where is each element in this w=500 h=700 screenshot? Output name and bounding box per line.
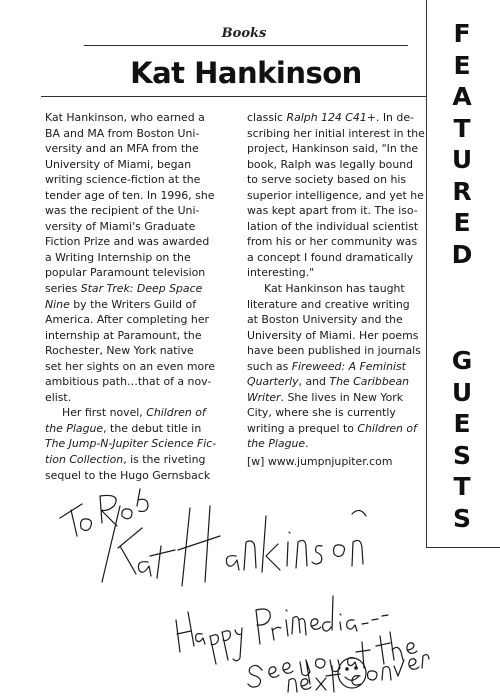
sidebar-letter: R (452, 176, 472, 206)
body-text: book, Ralph was legally bound (247, 157, 414, 171)
italic-title-text: Children of (146, 406, 206, 420)
sidebar-letter: G (451, 346, 473, 375)
body-text: such as (247, 359, 292, 373)
section-label: Books (221, 26, 267, 41)
article-line (45, 421, 235, 437)
body-text: set her sights on an even more (45, 359, 216, 373)
title-divider (41, 96, 427, 97)
article-line (45, 188, 235, 204)
italic-title-text: the Plague (247, 437, 306, 451)
body-text: sequel to the Hugo Gernsback (45, 468, 211, 482)
body-text: lation of the individual scientist (247, 219, 419, 233)
article-line (247, 374, 427, 390)
sidebar-word-guests (430, 345, 494, 534)
body-text: Kat Hankinson has taught (264, 282, 405, 296)
article-line (247, 265, 427, 281)
body-text: versity and an MFA from the (45, 142, 199, 156)
sidebar-letter: F (453, 19, 471, 48)
article-line (45, 126, 235, 142)
body-text: Rochester, New York native (45, 344, 194, 358)
sidebar-word-featured (430, 18, 494, 270)
smiley-face-icon (334, 655, 370, 691)
article-line (247, 312, 427, 328)
article-line (45, 452, 235, 468)
body-text: at Boston University and the (247, 313, 403, 327)
article-line (247, 234, 427, 250)
body-text: versity of Miami's Graduate (45, 219, 196, 233)
body-text: was the recipient of the Uni- (45, 204, 200, 218)
sidebar-letter: U (451, 145, 473, 174)
article-line (45, 234, 235, 250)
article-line (45, 390, 235, 406)
italic-title-text: The Caribbean (329, 375, 410, 389)
article-line (247, 188, 427, 204)
body-text: literature and creative writing (247, 297, 410, 311)
body-text: , the debut title in (103, 421, 202, 435)
body-text: Fiction Prize and was awarded (45, 235, 210, 249)
article-line (247, 359, 427, 375)
article-line (247, 343, 427, 359)
body-text: City, where she is currently (247, 406, 396, 420)
body-text: tender age of ten. In 1996, she (45, 188, 215, 202)
italic-title-text: Fireweed: A Feminist (291, 359, 406, 373)
body-text: . She lives in New York (280, 390, 404, 404)
body-text: , is the riveting (123, 453, 206, 467)
body-text: ambitious path…that of a nov- (45, 375, 212, 389)
sidebar-letter: T (453, 472, 471, 501)
article-line (45, 343, 235, 359)
article-line (247, 172, 427, 188)
article-line (45, 110, 235, 126)
article-line (247, 203, 427, 219)
italic-title-text: the Plague (45, 421, 104, 435)
sidebar-letter: S (452, 503, 471, 533)
article-line (45, 250, 235, 266)
italic-title-text: Writer (247, 390, 281, 404)
article-line (247, 405, 427, 421)
body-text: project, Hankinson said, "In the (247, 142, 419, 156)
article-line (247, 436, 427, 452)
article-line (45, 312, 235, 328)
italic-title-text: The Jump-N-Jupiter Science Fic- (45, 437, 217, 451)
sidebar-divider (426, 0, 427, 548)
italic-title-text: Children of (357, 421, 417, 435)
website-link[interactable]: [w] www.jumpnjupiter.com (247, 455, 393, 468)
body-text: a Writing Internship on the (45, 250, 191, 264)
body-text: by the Writers Guild of (69, 297, 197, 311)
article-line (45, 297, 235, 313)
italic-title-text: Nine (45, 297, 70, 311)
article-right-column (247, 110, 427, 452)
body-text: popular Paramount television (45, 266, 206, 280)
article-line (45, 436, 235, 452)
article-line (45, 281, 235, 297)
article-line (247, 281, 427, 297)
body-text: . (305, 437, 309, 451)
sidebar-letter: E (453, 50, 471, 80)
sidebar-letter: E (453, 409, 471, 438)
body-text: , and (298, 375, 330, 389)
body-text: classic (247, 111, 287, 124)
sidebar-bottom-rule (426, 547, 500, 548)
article-line (45, 328, 235, 344)
article-line (247, 328, 427, 344)
article-line (247, 126, 427, 142)
body-text: Kat Hankinson, who earned a (45, 111, 205, 124)
article-left-column (45, 110, 235, 483)
article-line (45, 203, 235, 219)
article-line (45, 265, 235, 281)
article-line (45, 219, 235, 235)
article-line (247, 421, 427, 437)
italic-title-text: tion Collection (45, 453, 124, 467)
body-text: scribing her initial interest in the (247, 126, 425, 140)
body-text: a concept I found dramatically (247, 250, 414, 264)
article-line (247, 219, 427, 235)
body-text: America. After completing her (45, 313, 210, 327)
handwritten-autograph (30, 470, 430, 695)
article-line (247, 250, 427, 266)
article-line (45, 374, 235, 390)
body-text: writing science-fiction at the (45, 173, 201, 187)
article-line (247, 390, 427, 406)
article-line (45, 172, 235, 188)
italic-title-text: Ralph 124 C41+ (286, 111, 376, 124)
article-line (45, 405, 235, 421)
article-line (247, 297, 427, 313)
body-text: have been published in journals (247, 344, 421, 358)
body-text: interesting." (247, 266, 315, 280)
body-text: elist. (45, 390, 72, 404)
article-line (45, 141, 235, 157)
page-title: Kat Hankinson (130, 56, 362, 90)
body-text: Her first novel, (62, 406, 147, 420)
sidebar-letter: E (453, 208, 471, 237)
header-divider (84, 45, 408, 46)
article-line (45, 157, 235, 173)
body-text: was kept apart from it. The iso- (247, 204, 418, 218)
italic-title-text: Quarterly (247, 375, 299, 389)
article-line (247, 141, 427, 157)
article-line (247, 157, 427, 173)
body-text: from his or her community was (247, 235, 418, 249)
body-text: series (45, 282, 81, 296)
body-text: . In de- (375, 111, 414, 124)
article-line (45, 359, 235, 375)
body-text: University of Miami, began (45, 157, 192, 171)
body-text: University of Miami. Her poems (247, 328, 419, 342)
body-text: superior intelligence, and yet he (247, 188, 424, 202)
body-text: internship at Paramount, the (45, 328, 202, 342)
body-text: to serve society based on his (247, 173, 407, 187)
sidebar-letter: S (452, 440, 471, 470)
body-text: writing a prequel to (247, 421, 358, 435)
sidebar-letter: A (452, 82, 472, 111)
article-line (247, 110, 427, 126)
sidebar-letter: D (451, 239, 473, 269)
body-text: BA and MA from Boston Uni- (45, 126, 200, 140)
italic-title-text: Star Trek: Deep Space (80, 282, 203, 296)
sidebar-letter: U (451, 377, 473, 407)
sidebar-letter: T (453, 113, 471, 143)
